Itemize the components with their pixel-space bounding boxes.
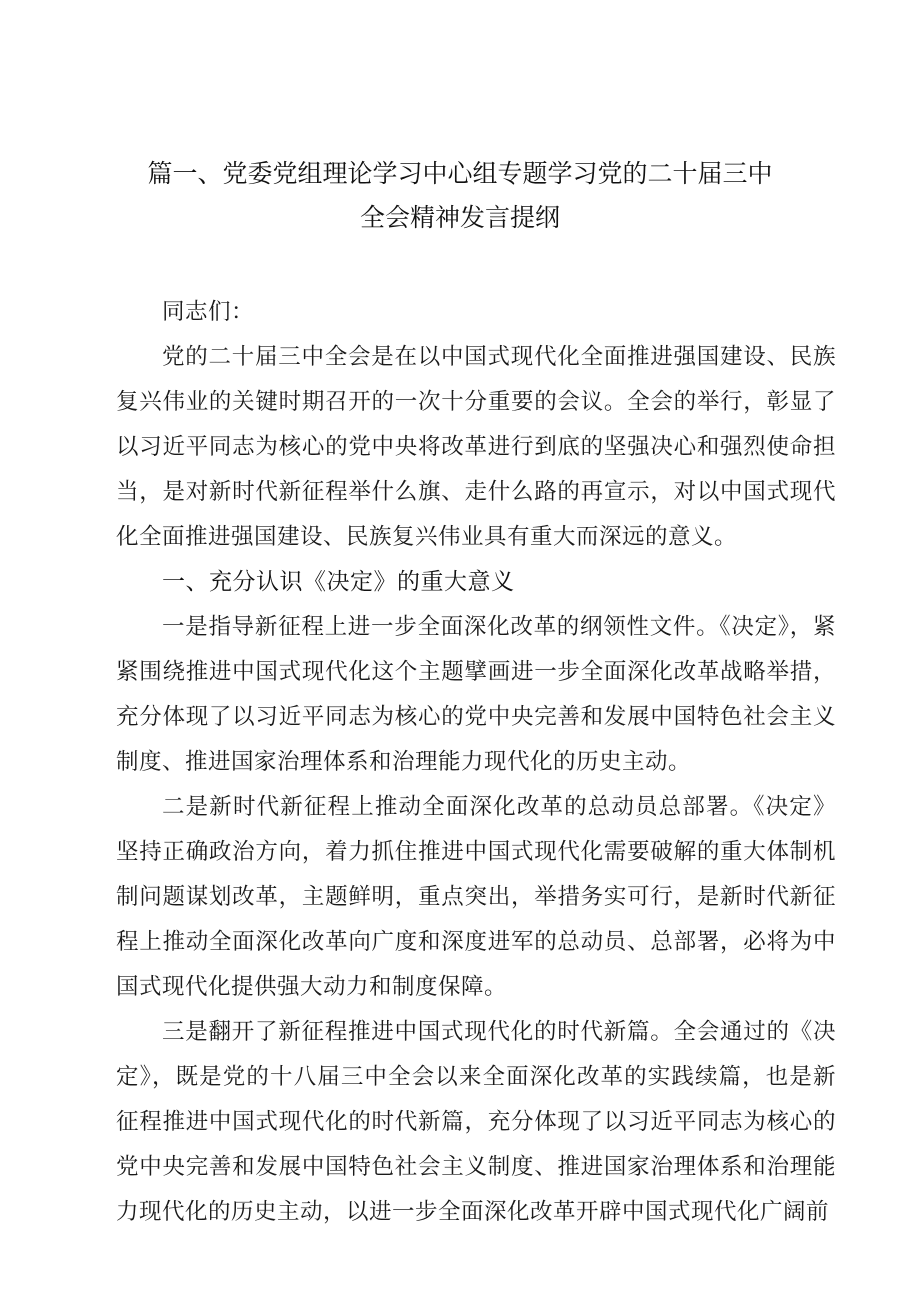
section1-paragraph-2: 二是新时代新征程上推动全面深化改革的总动员总部署。《决定》坚持正确政治方向，着力抓住推进中国式现代化需要破解的重大体制机制问题谋划改革，主题鲜明，重点突出，举措务实可行，是新时代新征程上推动全面深化改革向广度和深度进军的总动员、总部署，必将为中国式现代化提供强大动力和制度保障。 — [116, 794, 836, 1000]
intro-paragraph: 党的二十届三中全会是在以中国式现代化全面推进强国建设、民族复兴伟业的关键时期召开的一次十分重要的会议。全会的举行，彰显了以习近平同志为核心的党中央将改革进行到底的坚强决心和强烈使命担当，是对新时代新征程举什么旗、走什么路的再宣示，对以中国式现代化全面推进强国建设、民族复兴伟业具有重大而深远的意义。 — [116, 344, 836, 550]
salutation: 同志们： — [162, 299, 255, 325]
title-line-2: 全会精神发言提纲 — [359, 203, 560, 232]
section1-paragraph-1: 一是指导新征程上进一步全面深化改革的纲领性文件。《决定》，紧紧围绕推进中国式现代化这个主题擘画进一步全面深化改革战略举措，充分体现了以习近平同志为核心的党中央完善和发展中国特色社会主义制度、推进国家治理体系和治理能力现代化的历史主动。 — [116, 614, 836, 775]
document-body — [116, 290, 836, 1235]
document-title — [0, 152, 920, 240]
section1-paragraph-3: 三是翻开了新征程推进中国式现代化的时代新篇。全会通过的《决定》，既是党的十八届三中全会以来全面深化改革的实践续篇，也是新征程推进中国式现代化的时代新篇，充分体现了以习近平同志为核心的党中央完善和发展中国特色社会主义制度、推进国家治理体系和治理能力现代化的历史主动，以进一步全面深化改革开辟中国式现代化广阔前 — [116, 1019, 836, 1225]
section-heading-1: 一、充分认识《决定》的重大意义 — [162, 569, 515, 595]
title-line-1: 篇一、党委党组理论学习中心组专题学习党的二十届三中 — [147, 159, 773, 188]
